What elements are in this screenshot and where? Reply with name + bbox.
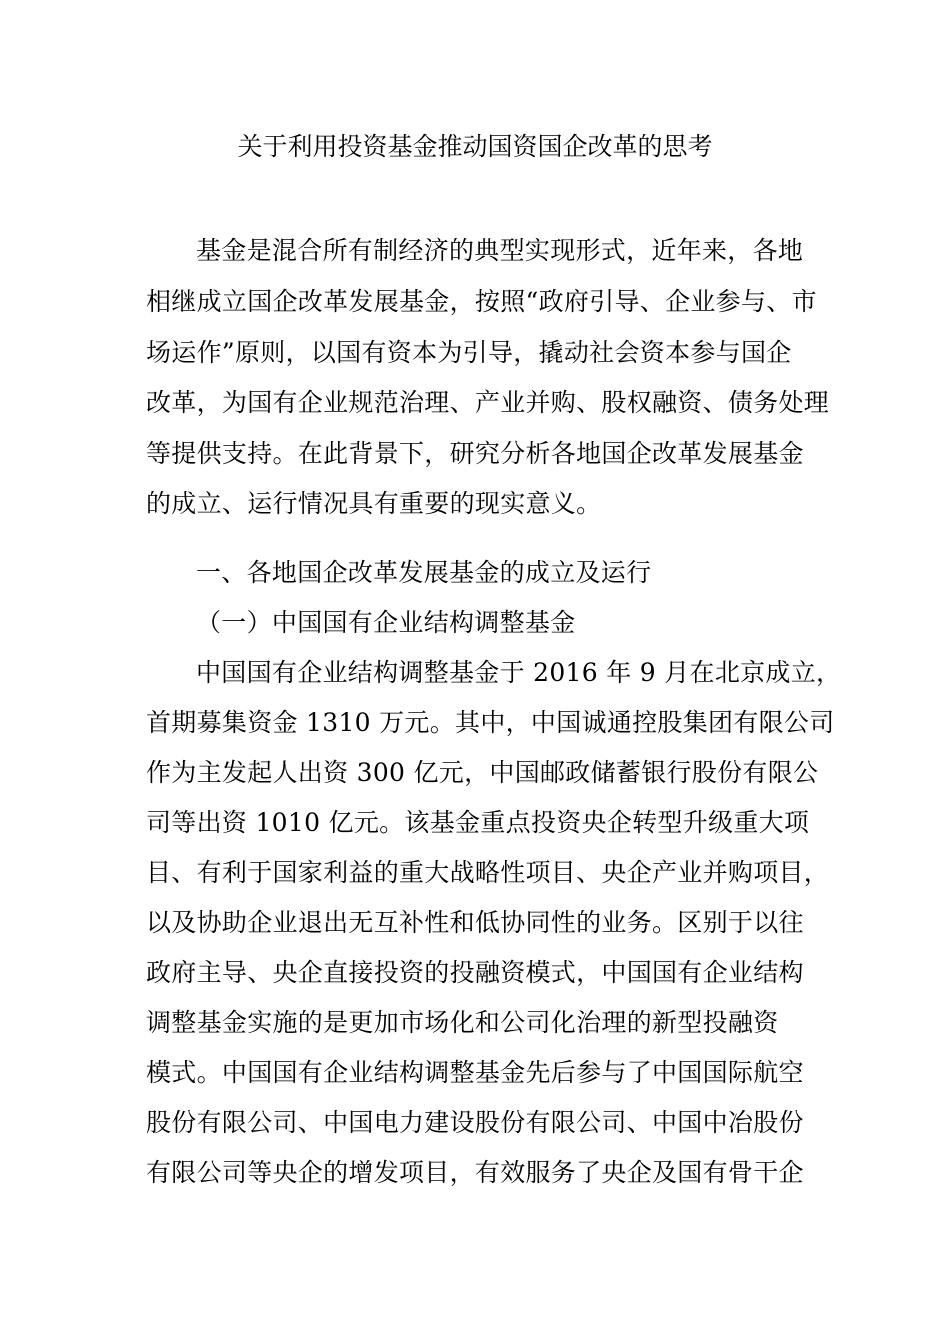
intro-paragraph-line: 改革，为国有企业规范治理、产业并购、股权融资、债务处理 [146,388,830,417]
subsection-heading: （一）中国国有企业结构调整基金 [196,608,576,637]
body-paragraph-line: 政府主导、央企直接投资的投融资模式，中国国有企业结构 [146,958,804,987]
body-paragraph-line: 以及协助企业退出无互补性和低协同性的业务。区别于以往 [146,908,804,937]
intro-paragraph-line: 相继成立国企改革发展基金，按照“政府引导、企业参与、市 [146,287,817,316]
intro-paragraph-line: 的成立、运行情况具有重要的现实意义。 [146,489,602,518]
body-paragraph-line: 中国国有企业结构调整基金于 2016 年 9 月在北京成立， [196,658,842,687]
document-title: 关于利用投资基金推动国资国企改革的思考 [237,132,713,161]
intro-paragraph-line: 等提供支持。在此背景下，研究分析各地国企改革发展基金 [146,439,804,468]
intro-paragraph-line: 基金是混合所有制经济的典型实现形式，近年来，各地 [196,236,804,265]
body-paragraph-line: 调整基金实施的是更加市场化和公司化治理的新型投融资 [146,1008,779,1037]
section-heading: 一、各地国企改革发展基金的成立及运行 [196,558,652,587]
intro-paragraph-line: 场运作”原则，以国有资本为引导，撬动社会资本参与国企 [146,338,792,367]
body-paragraph-line: 首期募集资金 1310 万元。其中，中国诚通控股集团有限公司 [146,708,835,737]
body-paragraph-line: 股份有限公司、中国电力建设股份有限公司、中国中冶股份 [146,1108,804,1137]
body-paragraph-line: 司等出资 1010 亿元。该基金重点投资央企转型升级重大项 [146,808,810,837]
body-paragraph-line: 模式。中国国有企业结构调整基金先后参与了中国国际航空 [146,1058,804,1087]
body-paragraph-line: 目、有利于国家利益的重大战略性项目、央企产业并购项目， [146,858,830,887]
body-paragraph-line: 作为主发起人出资 300 亿元，中国邮政储蓄银行股份有限公 [146,758,819,787]
body-paragraph-line: 有限公司等央企的增发项目，有效服务了央企及国有骨干企 [146,1158,804,1187]
